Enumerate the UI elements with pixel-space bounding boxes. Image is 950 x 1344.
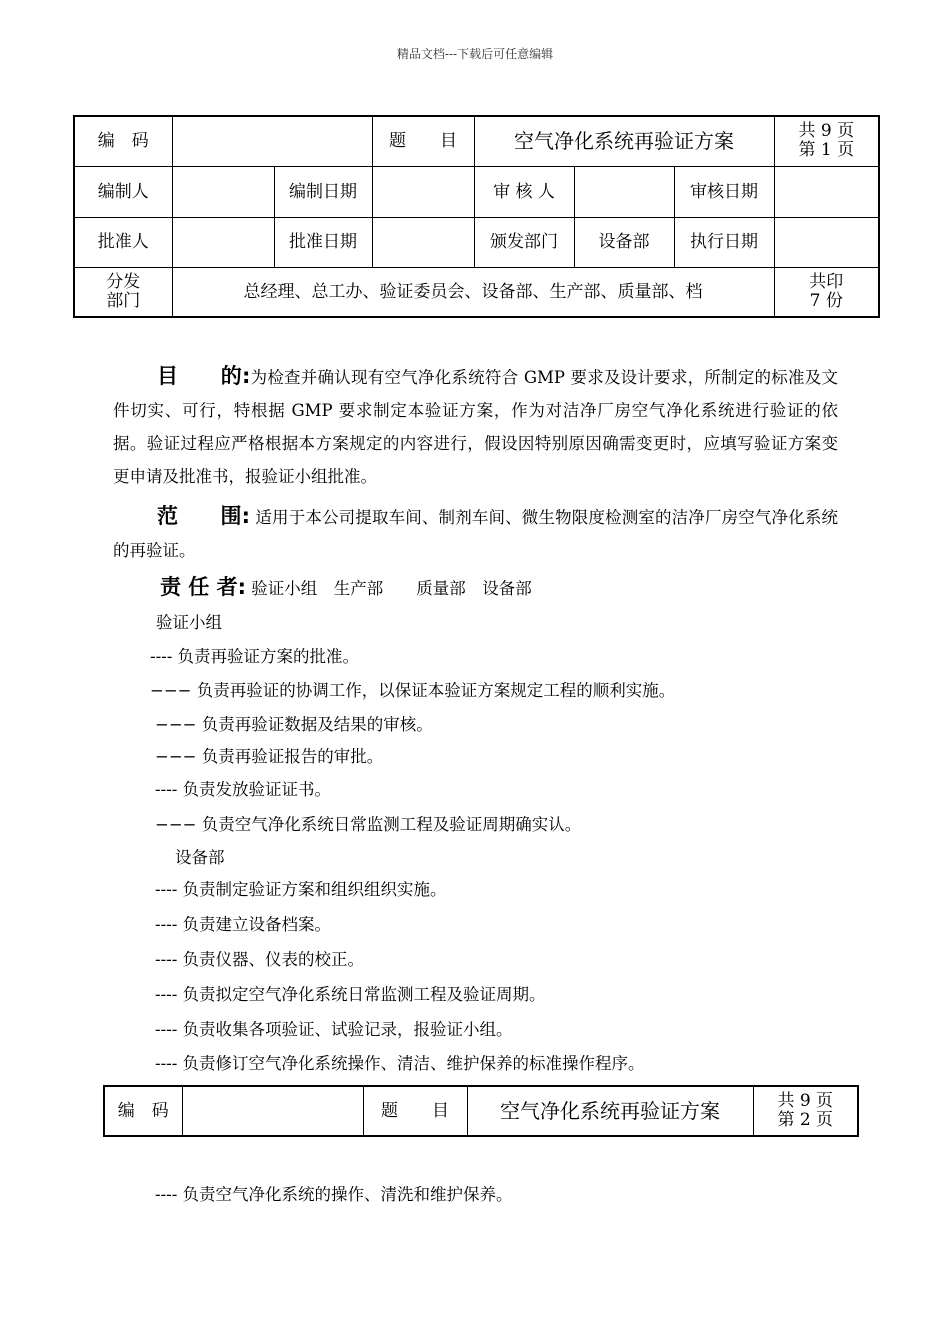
list-item: ---- 负责制定验证方案和组织组织实施。 xyxy=(155,880,447,899)
watermark-header: 精品文档---下载后可任意编辑 xyxy=(396,47,554,61)
document-title: 空气净化系统再验证方案 xyxy=(474,116,774,166)
distribution-value: 总经理、总工办、验证委员会、设备部、生产部、质量部、档 xyxy=(172,267,774,317)
prep-date-value xyxy=(372,166,474,217)
scope-text: 适用于本公司提取车间、制剂车间、微生物限度检测室的洁净厂房空气净化系统的再验证。 xyxy=(113,508,838,560)
copies xyxy=(774,267,879,317)
subject-label: 题 目 xyxy=(363,1086,467,1136)
purpose-paragraph xyxy=(113,360,838,493)
preparer-value xyxy=(172,166,274,217)
list-item: ---- 负责再验证方案的批准。 xyxy=(150,647,360,666)
preparer-label: 编制人 xyxy=(74,166,172,217)
subject-label: 题 目 xyxy=(372,116,474,166)
responsibility-text: 验证小组 生产部 质量部 设备部 xyxy=(246,579,532,598)
distribution-label xyxy=(74,267,172,317)
list-item: ---- 负责发放验证证书。 xyxy=(155,780,332,799)
prep-date-label: 编制日期 xyxy=(274,166,372,217)
page-current: 第 1 页 xyxy=(798,140,855,161)
group-title: 验证小组 xyxy=(156,613,222,632)
list-item: ---- 负责修订空气净化系统操作、清洁、维护保养的标准操作程序。 xyxy=(155,1054,645,1073)
issue-dept-value: 设备部 xyxy=(574,217,674,267)
list-item: ---- 负责收集各项验证、试验记录，报验证小组。 xyxy=(155,1020,513,1039)
page-info xyxy=(753,1086,858,1136)
responsibility-line xyxy=(160,574,532,602)
page-info xyxy=(774,116,879,166)
exec-date-value xyxy=(774,217,879,267)
pages-total: 共 9 页 xyxy=(777,1091,834,1111)
list-item: −−− 负责再验证的协调工作，以保证本验证方案规定工程的顺利实施。 xyxy=(150,681,676,700)
list-item: −−− 负责空气净化系统日常监测工程及验证周期确实认。 xyxy=(155,815,582,834)
list-item: ---- 负责建立设备档案。 xyxy=(155,915,332,934)
pages-total: 共 9 页 xyxy=(798,121,855,142)
code-label: 编 码 xyxy=(74,116,172,166)
scope-heading: 范 围: xyxy=(157,504,250,528)
purpose-heading: 目 的: xyxy=(157,364,251,388)
copies-line1: 共印 xyxy=(809,271,844,292)
approve-date-value xyxy=(372,217,474,267)
document-title: 空气净化系统再验证方案 xyxy=(467,1086,753,1136)
distribution-label-line2: 部门 xyxy=(106,290,141,311)
list-item: −−− 负责再验证数据及结果的审核。 xyxy=(155,715,433,734)
reviewer-value xyxy=(574,166,674,217)
purpose-text: 为检查并确认现有空气净化系统符合 GMP 要求及设计要求，所制定的标准及文件切实、可行，特根据 GMP 要求制定本验证方案，作为对洁净厂房空气净化系统进行验证的依据。验证过程应严格根据本方案规定的内容进行，假设因特别原因确需变更时，应填写验证方案变更申请及批准书，报验证小组批准。 xyxy=(113,368,838,486)
list-item: −−− 负责再验证报告的审批。 xyxy=(155,747,384,766)
approve-date-label: 批准日期 xyxy=(274,217,372,267)
exec-date-label: 执行日期 xyxy=(674,217,774,267)
copies-line2: 7 份 xyxy=(809,290,843,311)
code-label: 编 码 xyxy=(104,1086,182,1136)
reviewer-label: 审 核 人 xyxy=(474,166,574,217)
document-header-table-page2 xyxy=(103,1085,859,1137)
page-current: 第 2 页 xyxy=(777,1110,834,1130)
responsibility-heading: 责 任 者: xyxy=(160,575,247,599)
list-item: ---- 负责空气净化系统的操作、清洗和维护保养。 xyxy=(155,1185,513,1204)
issue-dept-label: 颁发部门 xyxy=(474,217,574,267)
scope-paragraph xyxy=(113,500,838,567)
review-date-value xyxy=(774,166,879,217)
list-item: ---- 负责拟定空气净化系统日常监测工程及验证周期。 xyxy=(155,985,546,1004)
list-item: ---- 负责仪器、仪表的校正。 xyxy=(155,950,365,969)
code-value xyxy=(172,116,372,166)
distribution-label-line1: 分发 xyxy=(106,271,141,292)
approver-value xyxy=(172,217,274,267)
document-header-table xyxy=(73,115,880,318)
approver-label: 批准人 xyxy=(74,217,172,267)
equip-title: 设备部 xyxy=(175,848,225,867)
review-date-label: 审核日期 xyxy=(674,166,774,217)
code-value xyxy=(182,1086,363,1136)
